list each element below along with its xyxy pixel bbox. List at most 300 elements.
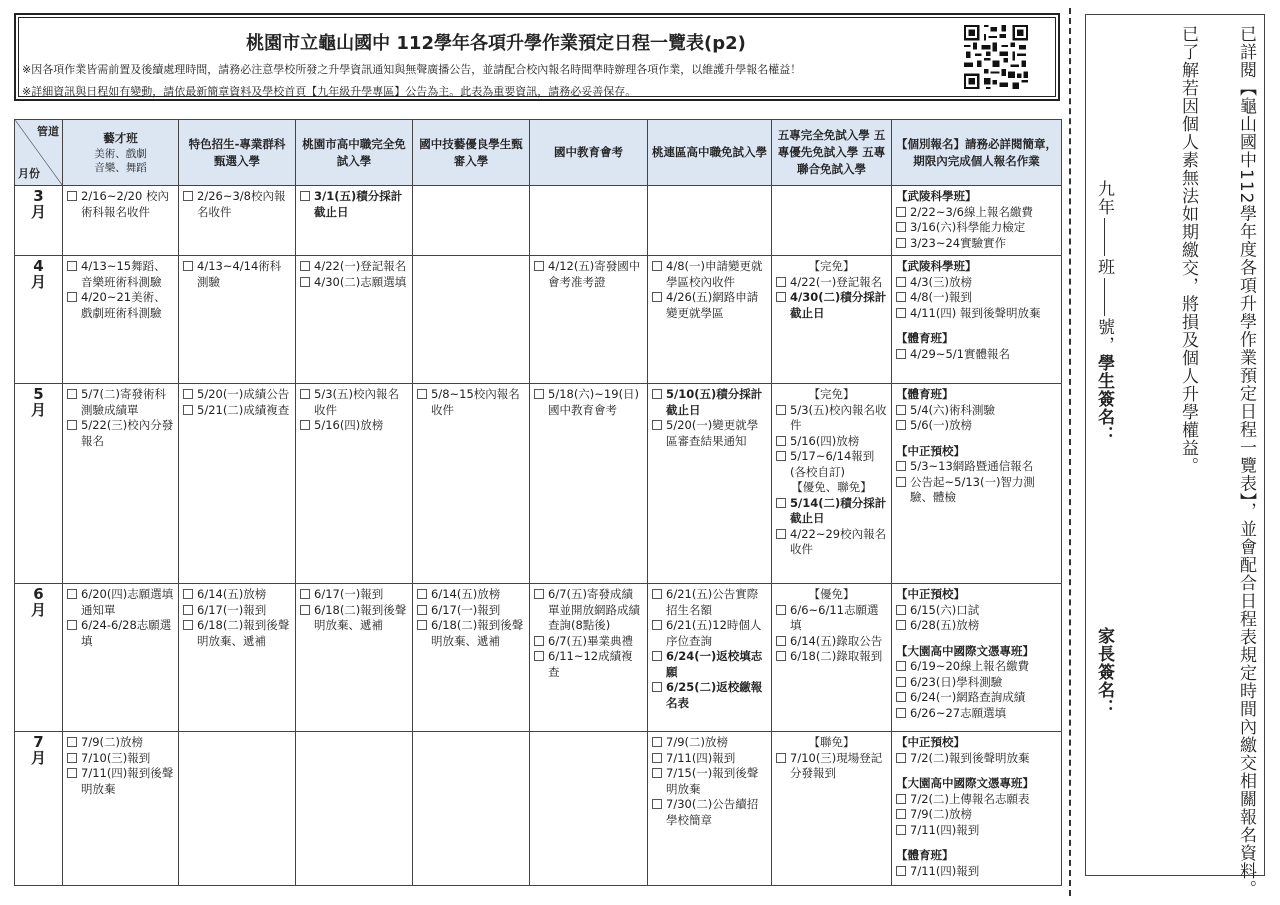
item-text: 6/14(五)錄取公告 [790,633,883,648]
item-text: 5/6(一)放榜 [910,418,972,432]
item-text: 6/11~12成績複查 [548,649,633,679]
item-text: 7/30(二)公告續招學校簡章 [666,797,759,827]
checkbox-icon[interactable] [896,661,906,671]
checklist-item [896,659,1057,675]
checkbox-icon[interactable] [652,389,662,399]
item-text: 7/9(二)放榜 [666,735,728,749]
checklist-item [896,306,1057,322]
checkbox-icon[interactable] [652,589,662,599]
checkbox-icon[interactable] [776,651,786,661]
checklist-item [776,527,887,558]
page-title: 桃園市立龜山國中 112學年各項升學作業預定日程一覽表(p2) [246,33,746,54]
column-subtitle: 美術、戲劇 [94,148,147,160]
checkbox-icon[interactable] [67,389,77,399]
checkbox-icon[interactable] [652,620,662,630]
schedule-cell [413,256,530,384]
checklist-item [300,259,408,275]
item-text: 6/14(五)放榜 [197,587,267,601]
item-text: 6/17(一)報到 [197,602,267,617]
category-label: 【優免】 [808,587,855,601]
checkbox-icon[interactable] [776,277,786,287]
checklist-item [417,587,525,603]
schedule-cell [530,732,648,886]
corner-label-channel: 管道 [37,125,59,138]
month-cell [15,256,63,384]
checklist-item [896,403,1057,419]
checklist-item [534,649,643,680]
cut-line [1069,8,1071,896]
item-text: 5/7(二)寄發術科測驗成績單 [81,387,166,417]
category-label: 【聯免】 [808,735,855,749]
item-text: 6/26~27志願選填 [910,705,1007,720]
schedule-cell [413,584,530,732]
section-heading: 【體育班】 [896,331,954,345]
item-text: 2/26~3/8校內報名收件 [197,189,286,219]
checklist-item [776,449,887,480]
month-number: 5 [33,385,44,403]
checklist-item [776,496,887,527]
notice-line-1: ※因各項作業皆需前置及後續處理時間，請務必注意學校所發之升學資訊通知與無聲廣播公告，並請配合校內報名時間準時辦理各項作業，以維護升學報名權益！ [22,63,802,76]
item-text: 4/11(四) 報到後聲明放棄 [910,305,1041,320]
checkbox-icon[interactable] [183,605,193,615]
checkbox-icon[interactable] [776,405,786,415]
item-text: 6/24(一)網路查詢成績 [910,690,1026,704]
item-text: 6/18(二)報到後聲明放棄、遞補 [314,602,407,632]
checklist-item [183,259,291,290]
checklist-item [67,290,174,321]
item-text: 4/3(三)放榜 [910,274,972,289]
schedule-cell [179,186,296,256]
item-text: 5/3~13網路暨通信報名 [910,459,1034,473]
checkbox-icon[interactable] [896,420,906,430]
section-spacer [896,766,1057,776]
checklist-item [67,418,174,449]
checkbox-icon[interactable] [300,277,310,287]
item-text: 6/19~20線上報名繳費 [910,659,1030,673]
schedule-cell [892,256,1062,384]
item-text: 5/8~15校內報名收件 [431,387,520,417]
checkbox-icon[interactable] [896,405,906,415]
checkbox-icon[interactable] [776,292,786,302]
checklist-item [183,603,291,619]
qr-code-icon [964,25,1028,89]
checklist-item [776,603,887,634]
column-title: 桃園市高中職完全免試入學 [302,136,406,168]
item-text: 6/7(五)畢業典禮 [548,633,633,648]
checklist-item [896,236,1057,252]
checklist-item [896,864,1057,880]
item-text: 2/16~2/20 校內術科報名收件 [81,189,169,219]
schedule-cell [892,584,1062,732]
checkbox-icon[interactable] [896,292,906,302]
checklist-item [652,387,767,418]
item-text: 6/24(一)返校填志願 [666,649,763,679]
checklist-item [652,418,767,449]
item-text: 公告起~5/13(一)智力測驗、體檢 [910,474,1035,504]
table-row [15,256,1062,384]
item-text: 7/11(四)報到 [666,750,736,765]
schedule-cell [772,186,892,256]
checklist-item [896,603,1057,619]
checklist-item [534,634,643,650]
checkbox-icon[interactable] [67,292,77,302]
schedule-cell [179,584,296,732]
table-row [15,584,1062,732]
section-heading: 【大園高中國際文憑專班】 [896,776,1034,790]
schedule-cell [296,256,413,384]
schedule-cell [648,186,772,256]
checklist-item [67,587,174,618]
item-text: 6/21(五)12時個人序位查詢 [666,618,762,648]
checkbox-icon[interactable] [652,753,662,763]
checkbox-icon[interactable] [652,420,662,430]
schedule-cell [892,384,1062,584]
seat-label: 號， [1094,318,1114,354]
checklist-item [67,387,174,418]
checkbox-icon[interactable] [896,825,906,835]
item-text: 4/8(一)報到 [910,290,972,304]
column-title: 藝才班 [103,131,138,145]
checkbox-icon[interactable] [534,589,544,599]
table-row [15,384,1062,584]
schedule-cell [648,732,772,886]
month-number: 6 [33,585,44,603]
checkbox-icon[interactable] [896,238,906,248]
checklist-item [300,189,408,220]
checklist-item [652,587,767,618]
category-label: 【優免、聯免】 [791,480,872,494]
checklist-item [896,823,1057,839]
checklist-item [183,618,291,649]
schedule-cell [413,732,530,886]
section-spacer [896,321,1057,331]
table-row [15,186,1062,256]
checklist-item [67,259,174,290]
checklist-item [300,387,408,418]
acknowledgement-statement: 已詳閱【龜山國中112學年度各項升學作業預定日程一覽表】，並會配合日程表規定時間內繳交相關報名資料。 [1236,25,1256,898]
checkbox-icon[interactable] [300,420,310,430]
checkbox-icon[interactable] [67,420,77,430]
student-signature-label: 學生簽名： [1094,354,1114,444]
month-unit: 月 [30,272,46,291]
checkbox-icon[interactable] [652,768,662,778]
checklist-item [67,735,174,751]
section-spacer [896,434,1057,444]
item-text: 5/21(二)成績複查 [197,402,290,417]
checkbox-icon[interactable] [652,737,662,747]
checkbox-icon[interactable] [67,737,77,747]
checkbox-icon[interactable] [896,605,906,615]
return-slip [1085,14,1265,898]
schedule-cell [648,384,772,584]
rights-statement: 已了解若因個人素無法如期繳交，將損及個人升學權益。 [1178,25,1198,475]
checkbox-icon[interactable] [300,589,310,599]
checkbox-icon[interactable] [534,636,544,646]
checkbox-icon[interactable] [67,620,77,630]
item-text: 7/2(二)上傳報名志願表 [910,791,1030,806]
seat-blank [1104,278,1105,316]
corner-header [15,120,63,186]
item-text: 3/16(六)科學能力檢定 [910,220,1026,234]
checklist-item [652,649,767,680]
schedule-cell [413,186,530,256]
item-text: 4/13~15舞蹈、音樂班術科測驗 [81,259,166,289]
schedule-cell [413,384,530,584]
checklist-item [183,387,291,403]
checkbox-icon[interactable] [776,498,786,508]
item-text: 6/17(一)報到 [431,602,501,617]
column-header [296,120,413,186]
month-unit: 月 [30,748,46,767]
item-text: 4/30(二)志願選填 [314,274,407,289]
item-text: 5/14(二)積分採計截止日 [790,495,887,525]
schedule-cell [63,584,179,732]
checkbox-icon[interactable] [534,651,544,661]
checklist-item [776,434,887,450]
checkbox-icon[interactable] [67,753,77,763]
item-text: 5/3(五)校內報名收件 [314,387,399,417]
checkbox-icon[interactable] [896,277,906,287]
item-text: 5/20(一)成績公告 [197,387,290,401]
table-row [15,732,1062,886]
checklist-item [183,189,291,220]
section-heading: 【中正預校】 [896,443,965,458]
category-label: 【完免】 [808,259,855,273]
checkbox-icon[interactable] [183,589,193,599]
checkbox-icon[interactable] [896,794,906,804]
schedule-cell [63,384,179,584]
checkbox-icon[interactable] [776,753,786,763]
item-text: 7/11(四)報到 [910,822,980,837]
checklist-item [896,418,1057,434]
item-text: 2/22~3/6線上報名繳費 [910,204,1033,219]
item-text: 6/18(二)錄取報到 [790,649,883,663]
checklist-item [776,290,887,321]
month-cell [15,186,63,256]
checkbox-icon[interactable] [652,292,662,302]
schedule-cell [530,584,648,732]
checkbox-icon[interactable] [896,753,906,763]
checklist-item [417,387,525,418]
month-number: 4 [33,257,44,275]
schedule-cell [296,384,413,584]
item-text: 7/10(三)現場登記分發報到 [790,750,883,780]
item-text: 4/30(二)積分採計截止日 [790,290,887,320]
checkbox-icon[interactable] [896,207,906,217]
schedule-cell [648,584,772,732]
item-text: 4/13~4/14術科測驗 [197,259,282,289]
item-text: 5/17~6/14報到(各校自訂) [790,449,875,479]
schedule-cell [179,256,296,384]
column-title: 特色招生-專業群科甄選入學 [188,136,286,168]
checkbox-icon[interactable] [67,589,77,599]
checkbox-icon[interactable] [776,636,786,646]
checklist-item [67,618,174,649]
column-title: 國中技藝優良學生甄審入學 [419,136,523,168]
checkbox-icon[interactable] [67,768,77,778]
item-text: 5/22(三)校內分發報名 [81,418,174,448]
checkbox-icon[interactable] [896,692,906,702]
schedule-table [14,119,1062,886]
column-header [413,120,530,186]
item-text: 4/29~5/1實體報名 [910,346,1010,361]
item-text: 5/10(五)積分採計截止日 [666,387,763,417]
checkbox-icon[interactable] [652,799,662,809]
checkbox-icon[interactable] [896,677,906,687]
checklist-item [300,275,408,291]
schedule-cell [772,732,892,886]
item-text: 6/17(一)報到 [314,587,384,601]
checkbox-icon[interactable] [534,389,544,399]
schedule-cell [530,384,648,584]
month-unit: 月 [30,600,46,619]
checkbox-icon[interactable] [300,605,310,615]
item-text: 6/18(二)報到後聲明放棄、遞補 [431,618,524,648]
checklist-item [534,587,643,634]
checklist-item [652,618,767,649]
item-text: 6/15(六)口試 [910,602,980,617]
column-header [648,120,772,186]
checkbox-icon[interactable] [183,191,193,201]
checklist-item [896,675,1057,691]
schedule-cell [179,384,296,584]
checklist-item [417,618,525,649]
checklist-item [183,587,291,603]
checkbox-icon[interactable] [67,191,77,201]
section-heading: 【武陵科學班】 [896,189,977,203]
checklist-item [896,618,1057,634]
checkbox-icon[interactable] [300,389,310,399]
checklist-item [776,275,887,291]
item-text: 5/3(五)校內報名收件 [790,402,887,432]
checkbox-icon[interactable] [776,451,786,461]
checklist-item [652,751,767,767]
checklist-item [417,603,525,619]
schedule-cell [648,256,772,384]
column-title: 【個別報名】請務必詳閱簡章，期限內完成個人報名作業 [896,136,1057,168]
checkbox-icon[interactable] [776,605,786,615]
header-box [14,13,1060,101]
checkbox-icon[interactable] [652,651,662,661]
checklist-item [534,259,643,290]
checkbox-icon[interactable] [896,308,906,318]
item-text: 5/16(四)放榜 [314,418,384,432]
item-text: 3/23~24實驗實作 [910,235,1007,250]
schedule-cell [772,384,892,584]
checkbox-icon[interactable] [896,866,906,876]
class-blank [1104,218,1105,256]
parent-signature-label: 家長簽名： [1094,627,1114,717]
checkbox-icon[interactable] [776,436,786,446]
checkbox-icon[interactable] [300,191,310,201]
checkbox-icon[interactable] [67,261,77,271]
column-title: 國中教育會考 [554,145,623,159]
checklist-item [896,220,1057,236]
checklist-item [896,792,1057,808]
student-info-line [1094,180,1114,444]
schedule-cell [530,256,648,384]
checklist-item [300,418,408,434]
checklist-item [896,807,1057,823]
checkbox-icon[interactable] [417,620,427,630]
table-header [15,120,1062,186]
checkbox-icon[interactable] [417,605,427,615]
item-text: 4/26(五)網路申請變更就學區 [666,290,759,320]
column-header [530,120,648,186]
checklist-item [652,680,767,711]
section-heading: 【體育班】 [896,387,954,401]
item-text: 4/22(一)登記報名 [314,259,407,273]
checkbox-icon[interactable] [896,477,906,487]
item-text: 7/2(二)報到後聲明放棄 [910,750,1030,765]
checklist-item [67,189,174,220]
checkbox-icon[interactable] [896,222,906,232]
checklist-item [896,459,1057,475]
item-text: 5/20(一)變更就學區審查結果通知 [666,418,759,448]
checkbox-icon[interactable] [896,708,906,718]
column-header [179,120,296,186]
checklist-item [183,403,291,419]
schedule-cell [63,732,179,886]
schedule-cell [772,584,892,732]
item-text: 4/22(一)登記報名 [790,274,883,289]
checklist-item [896,347,1057,363]
item-text: 5/16(四)放榜 [790,433,860,448]
checklist-item [896,690,1057,706]
checklist-item [896,751,1057,767]
item-text: 4/22~29校內報名收件 [790,526,887,556]
checklist-item [652,735,767,751]
checkbox-icon[interactable] [300,261,310,271]
item-text: 6/25(二)返校繳報名表 [666,680,763,710]
checkbox-icon[interactable] [183,405,193,415]
section-heading: 【大園高中國際文憑專班】 [896,643,1034,658]
checkbox-icon[interactable] [183,620,193,630]
section-heading: 【武陵科學班】 [896,259,977,273]
checkbox-icon[interactable] [417,589,427,599]
class-label: 班 [1094,258,1114,276]
checkbox-icon[interactable] [652,261,662,271]
item-text: 7/15(一)報到後聲明放棄 [666,766,759,796]
column-header [772,120,892,186]
item-text: 5/4(六)術科測驗 [910,402,995,417]
checkbox-icon[interactable] [183,389,193,399]
month-number: 3 [33,187,44,205]
checkbox-icon[interactable] [776,529,786,539]
checkbox-icon[interactable] [183,261,193,271]
checkbox-icon[interactable] [896,349,906,359]
item-text: 7/9(二)放榜 [81,735,143,749]
schedule-cell [63,186,179,256]
checkbox-icon[interactable] [896,809,906,819]
item-text: 4/12(五)寄發國中會考准考證 [548,259,641,289]
item-text: 6/21(五)公告實際招生名額 [666,587,759,617]
checkbox-icon[interactable] [417,389,427,399]
schedule-cell [296,732,413,886]
checklist-item [896,290,1057,306]
item-text: 5/18(六)~19(日)國中教育會考 [548,387,640,417]
checkbox-icon[interactable] [896,620,906,630]
item-text: 7/11(四)報到 [910,863,980,878]
column-header [892,120,1062,186]
section-spacer [896,634,1057,644]
checkbox-icon[interactable] [534,261,544,271]
column-title: 五專完全免試入學 五專優先免試入學 五專聯合免試入學 [777,128,886,176]
checkbox-icon[interactable] [896,461,906,471]
checkbox-icon[interactable] [652,682,662,692]
month-cell [15,384,63,584]
checklist-item [652,290,767,321]
